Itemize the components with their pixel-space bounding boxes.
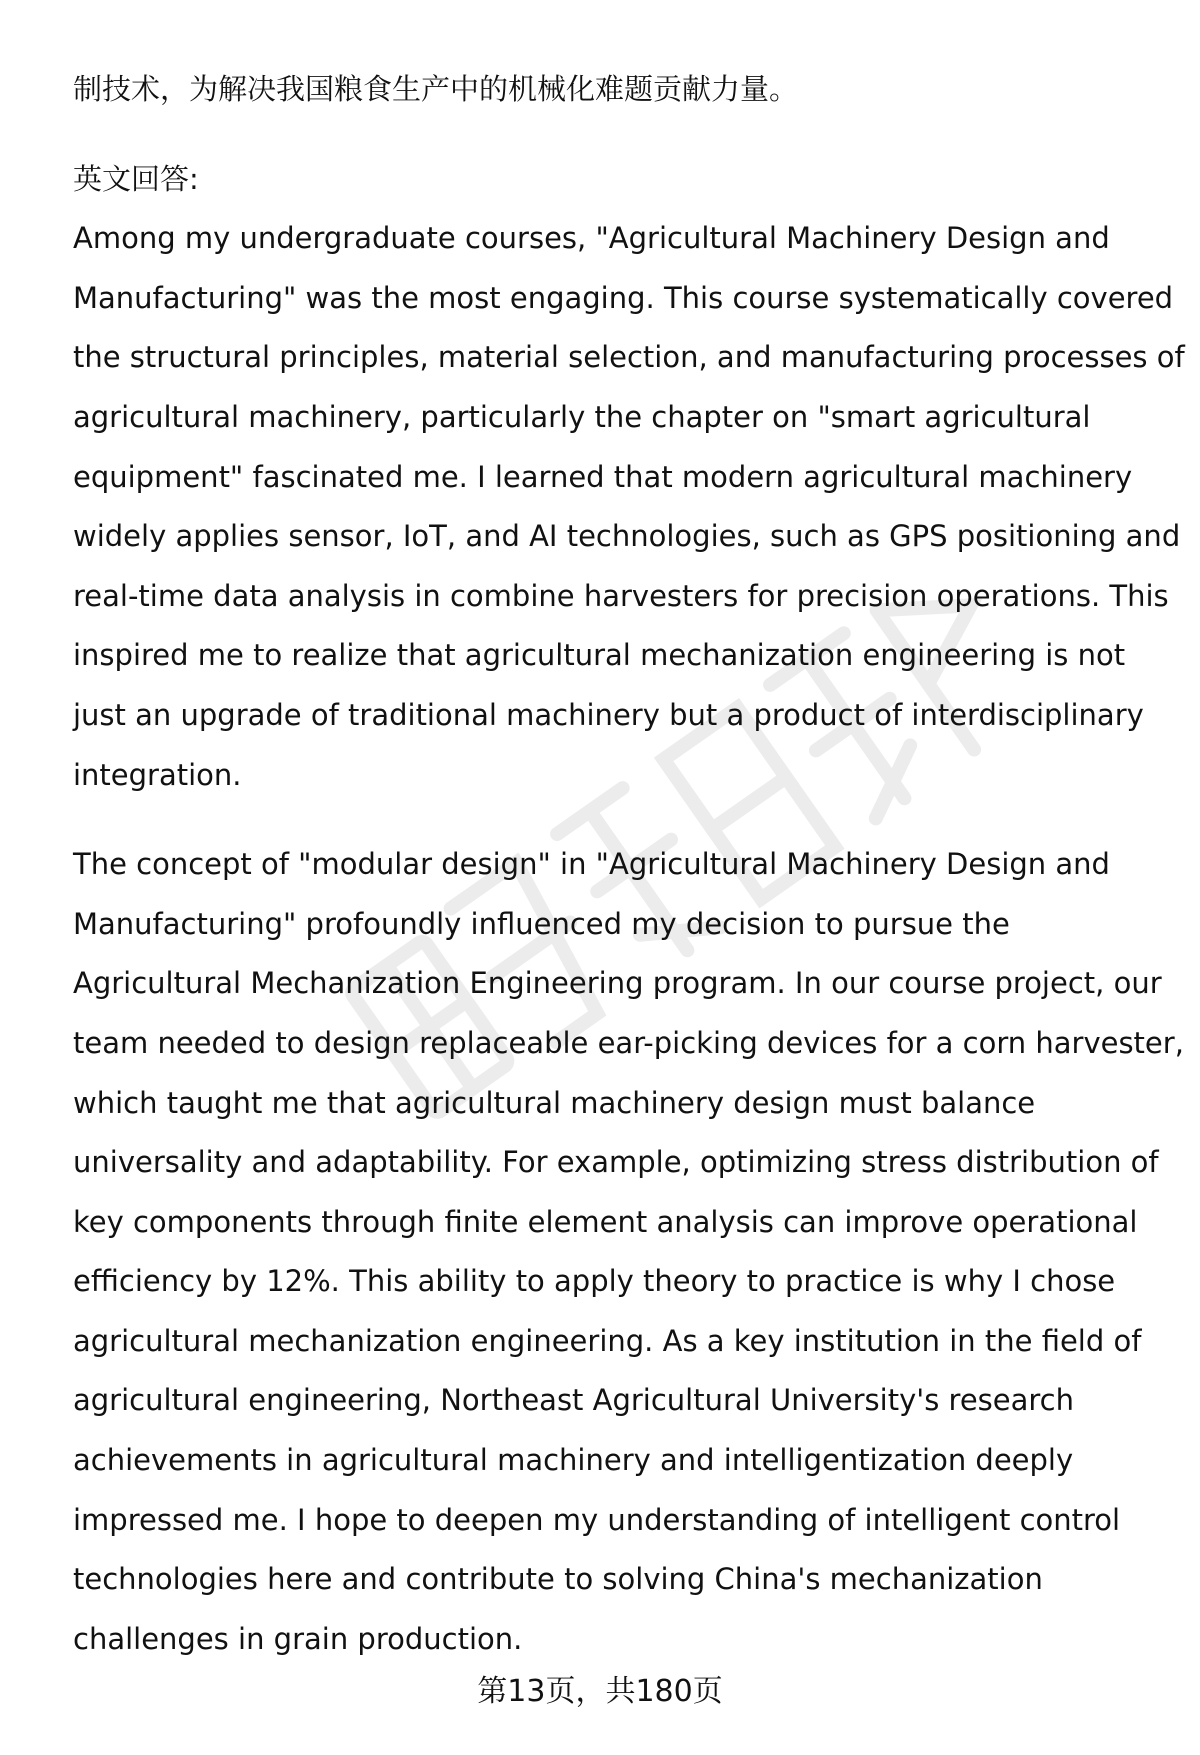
- intro-line: 制技术，为解决我国粮食生产中的机械化难题贡献力量。: [73, 72, 799, 106]
- paragraph-2: [73, 835, 1184, 1669]
- paragraph-2-line: Agricultural Mechanization Engineering program. In our course project, our: [73, 966, 1162, 1001]
- paragraph-1-line: just an upgrade of traditional machinery but a product of interdisciplinary: [73, 697, 1144, 732]
- paragraph-2-line: key components through finite element analysis can improve operational: [73, 1204, 1138, 1239]
- paragraph-2-line: Manufacturing" profoundly influenced my decision to pursue the: [73, 906, 1010, 941]
- paragraph-1-line: integration.: [73, 757, 242, 792]
- paragraph-2-line: team needed to design replaceable ear-picking devices for a corn harvester,: [73, 1025, 1184, 1060]
- paragraph-2-line: technologies here and contribute to solving China's mechanization: [73, 1562, 1043, 1597]
- paragraph-1-line: the structural principles, material selection, and manufacturing processes of: [73, 340, 1185, 375]
- paragraph-1-line: equipment" fascinated me. I learned that modern agricultural machinery: [73, 459, 1133, 494]
- paragraph-1: [73, 209, 1185, 805]
- page-number: 第13页，共180页: [477, 1674, 723, 1709]
- paragraph-2-line: efficiency by 12%. This ability to apply theory to practice is why I chose: [73, 1264, 1116, 1299]
- paragraph-1-line: real-time data analysis in combine harvesters for precision operations. This: [73, 578, 1169, 613]
- paragraph-2-line: achievements in agricultural machinery and intelligentization deeply: [73, 1443, 1074, 1478]
- paragraph-1-line: Manufacturing" was the most engaging. This course systematically covered: [73, 280, 1174, 315]
- paragraph-1-line: Among my undergraduate courses, "Agricultural Machinery Design and: [73, 221, 1110, 256]
- paragraph-2-line: The concept of "modular design" in "Agricultural Machinery Design and: [73, 847, 1110, 882]
- paragraph-1-line: widely applies sensor, IoT, and AI technologies, such as GPS positioning and: [73, 519, 1181, 554]
- paragraph-1-line: inspired me to realize that agricultural mechanization engineering is not: [73, 638, 1126, 673]
- paragraph-2-line: impressed me. I hope to deepen my understanding of intelligent control: [73, 1502, 1121, 1537]
- document-body: [73, 60, 1185, 1669]
- paragraph-1-line: agricultural machinery, particularly the chapter on "smart agricultural: [73, 399, 1091, 434]
- paragraph-2-line: agricultural mechanization engineering. As a key institution in the field of: [73, 1323, 1142, 1358]
- paragraph-2-line: which taught me that agricultural machinery design must balance: [73, 1085, 1036, 1120]
- paragraph-2-line: agricultural engineering, Northeast Agricultural University's research: [73, 1383, 1075, 1418]
- answer-heading: 英文回答:: [73, 161, 199, 196]
- paragraph-2-line: universality and adaptability. For example, optimizing stress distribution of: [73, 1145, 1159, 1180]
- paragraph-2-line: challenges in grain production.: [73, 1621, 523, 1656]
